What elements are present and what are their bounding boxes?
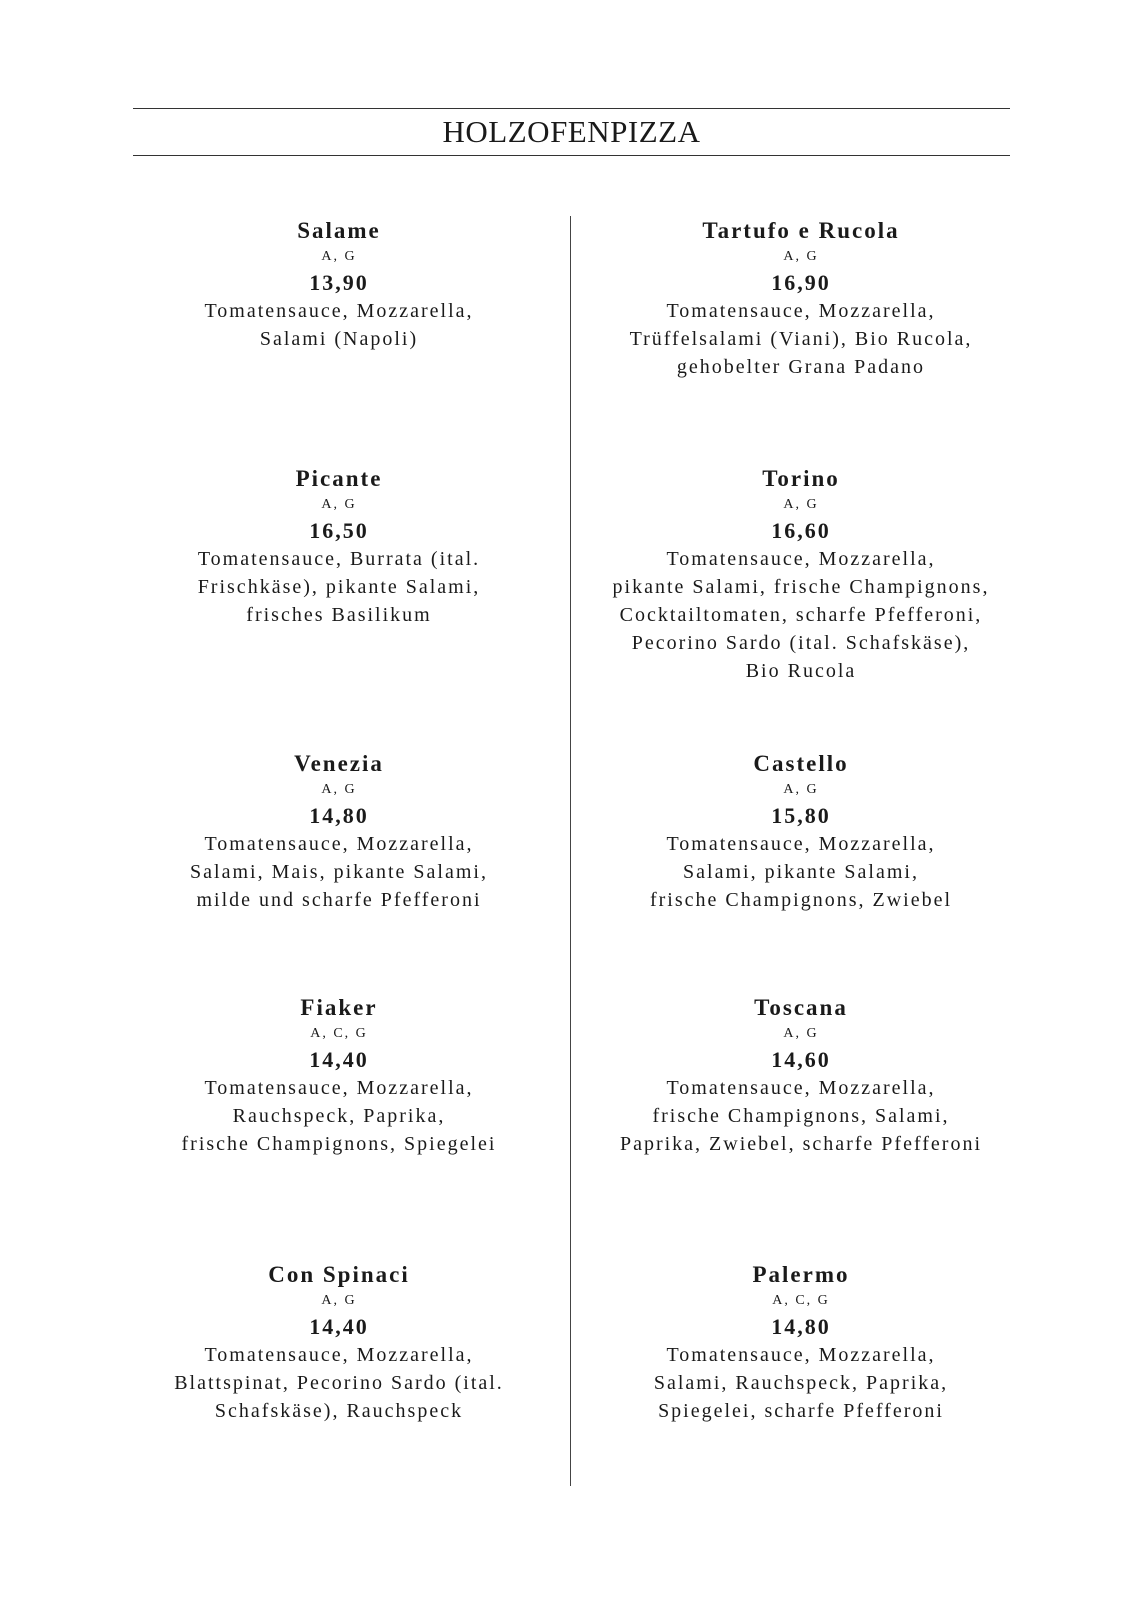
item-allergens: A, G: [783, 249, 819, 264]
item-description-line: Tomatensauce, Mozzarella,: [204, 300, 474, 322]
item-description-line: Pecorino Sardo (ital. Schafskäse),: [631, 632, 971, 654]
item-name: Salame: [297, 218, 381, 243]
item-description-line: Frischkäse), pikante Salami,: [197, 576, 481, 598]
item-description-line: Spiegelei, scharfe Pfefferoni: [658, 1400, 944, 1422]
header-rule-top: [133, 108, 1010, 109]
menu-item-castello: [571, 749, 1031, 914]
item-name: Venezia: [294, 751, 384, 776]
item-description-line: Schafskäse), Rauchspeck: [214, 1400, 464, 1422]
item-name: Con Spinaci: [268, 1262, 410, 1287]
item-description-line: Tomatensauce, Mozzarella,: [666, 1344, 936, 1366]
item-allergens: A, G: [321, 782, 357, 797]
item-price: 16,50: [309, 518, 369, 543]
item-description-line: Rauchspeck, Paprika,: [232, 1105, 446, 1127]
item-description-line: Cocktailtomaten, scharfe Pfefferoni,: [619, 604, 983, 626]
item-price: 15,80: [771, 803, 831, 828]
menu-item-picante: [109, 464, 569, 629]
item-description-line: Tomatensauce, Mozzarella,: [666, 548, 936, 570]
item-description-line: Tomatensauce, Mozzarella,: [666, 833, 936, 855]
menu-item-venezia: [109, 749, 569, 914]
item-description-line: pikante Salami, frische Champignons,: [612, 576, 990, 598]
item-allergens: A, G: [783, 497, 819, 512]
item-description-line: Tomatensauce, Mozzarella,: [666, 1077, 936, 1099]
menu-item-toscana: [571, 993, 1031, 1158]
item-description-line: Tomatensauce, Mozzarella,: [204, 833, 474, 855]
item-description-line: Salami, Mais, pikante Salami,: [190, 861, 488, 883]
item-description-line: Tomatensauce, Mozzarella,: [666, 300, 936, 322]
item-description-line: gehobelter Grana Padano: [676, 356, 926, 378]
menu-item-torino: [571, 464, 1031, 685]
menu-item-palermo: [571, 1260, 1031, 1425]
item-description-line: Trüffelsalami (Viani), Bio Rucola,: [629, 328, 973, 350]
item-description-line: Salami, pikante Salami,: [683, 861, 919, 883]
item-description-line: Paprika, Zwiebel, scharfe Pfefferoni: [619, 1133, 983, 1155]
item-name: Picante: [295, 466, 383, 491]
item-name: Palermo: [752, 1262, 850, 1287]
item-price: 14,40: [309, 1314, 369, 1339]
item-price: 14,80: [771, 1314, 831, 1339]
item-price: 14,60: [771, 1047, 831, 1072]
item-allergens: A, C, G: [310, 1026, 368, 1041]
item-description-line: milde und scharfe Pfefferoni: [196, 889, 482, 911]
item-description-line: Tomatensauce, Mozzarella,: [204, 1344, 474, 1366]
item-allergens: A, G: [783, 782, 819, 797]
item-description-line: frische Champignons, Salami,: [652, 1105, 950, 1127]
menu-item-salame: [109, 216, 569, 353]
item-description-line: Bio Rucola: [745, 660, 857, 682]
item-allergens: A, G: [321, 249, 357, 264]
item-price: 16,90: [771, 270, 831, 295]
menu-item-tartufo-e-rucola: [571, 216, 1031, 381]
item-description-line: Salami, Rauchspeck, Paprika,: [653, 1372, 949, 1394]
item-price: 14,40: [309, 1047, 369, 1072]
item-allergens: A, G: [321, 497, 357, 512]
item-description-line: Salami (Napoli): [259, 328, 419, 350]
item-allergens: A, G: [783, 1026, 819, 1041]
item-description-line: Blattspinat, Pecorino Sardo (ital.: [174, 1372, 504, 1394]
item-name: Fiaker: [300, 995, 378, 1020]
menu-item-con-spinaci: [109, 1260, 569, 1425]
page-title: HOLZOFENPIZZA: [442, 114, 701, 149]
menu-item-fiaker: [109, 993, 569, 1158]
item-price: 14,80: [309, 803, 369, 828]
header-rule-bottom: [133, 155, 1010, 156]
item-name: Torino: [762, 466, 840, 491]
item-price: 13,90: [309, 270, 369, 295]
item-name: Tartufo e Rucola: [702, 218, 900, 243]
item-price: 16,60: [771, 518, 831, 543]
item-name: Toscana: [754, 995, 848, 1020]
item-allergens: A, C, G: [772, 1293, 830, 1308]
item-description-line: frische Champignons, Zwiebel: [649, 889, 953, 911]
item-description-line: frische Champignons, Spiegelei: [181, 1133, 497, 1155]
item-name: Castello: [753, 751, 849, 776]
item-description-line: frisches Basilikum: [246, 604, 432, 626]
item-allergens: A, G: [321, 1293, 357, 1308]
item-description-line: Tomatensauce, Mozzarella,: [204, 1077, 474, 1099]
item-description-line: Tomatensauce, Burrata (ital.: [197, 548, 481, 570]
